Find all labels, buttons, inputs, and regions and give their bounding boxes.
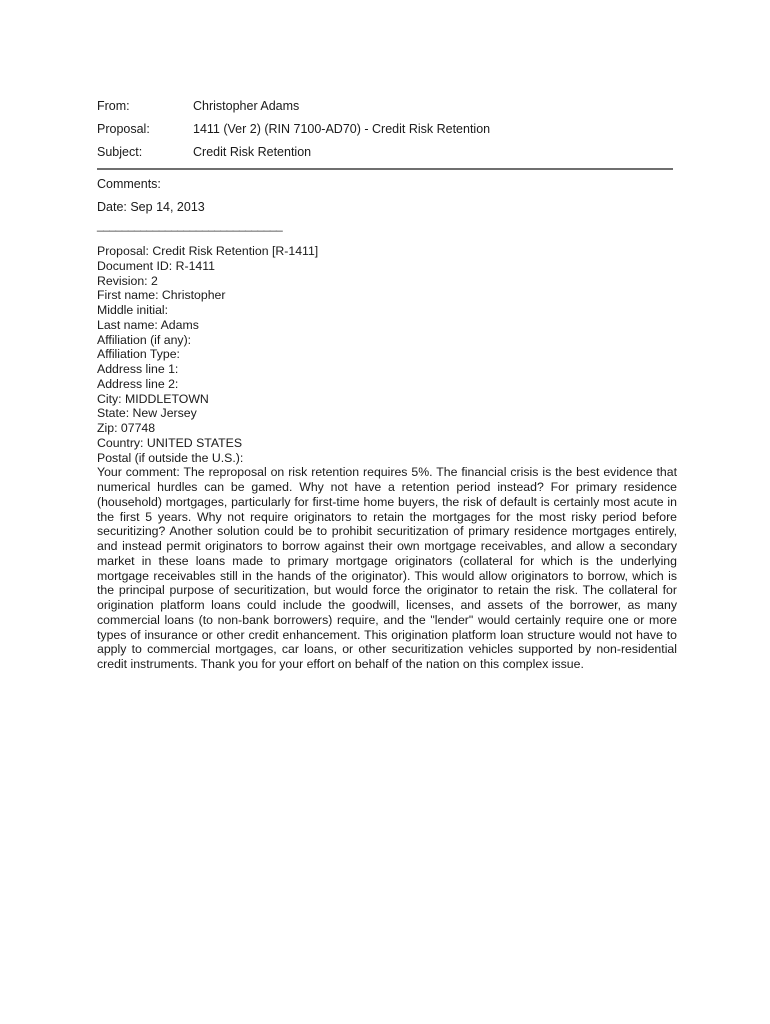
from-value: Christopher Adams (193, 99, 300, 113)
comments-label: Comments: (97, 177, 161, 191)
comment-body (97, 244, 677, 672)
comment-date: Date: Sep 14, 2013 (97, 200, 205, 214)
form-field-line: Address line 1: (97, 362, 179, 376)
header-divider (97, 168, 673, 170)
comment-text: Your comment: The reproposal on risk retention requires 5%. The financial crisis is the best evidence that numerical hurdles can be gamed. Why not have a retention period instead? For primary residence (household) mortgages, particularly for first-time home buyers, the risk of default is certainly most acute in the first 5 years. Why not require originators to retain the mortgages for the most risky period before securitizing? Another solution could be to prohibit securitization of primary residence mortgages entirely, and instead permit originators to borrow against their own mortgage receivables, and allow a secondary market in these loans made to primary mortgage originators (collateral for which is the underlying mortgage receivables still in the hands of the originator). This would allow originators to borrow, which is the principal purpose of securitization, but would force the originator to retain the risk. The collateral for origination platform loans could include the goodwill, licenses, and assets of the borrower, as many commercial loans (to non-bank borrowers) require, and the "lender" would certainly require one or more types of insurance or other credit enhancement. This origination platform loan structure would not have to apply to commercial mortgages, car loans, or other securitization vehicles supported by non-residential credit instruments. Thank you for your effort on behalf of the nation on this complex issue. (97, 465, 677, 671)
form-field-line: Affiliation (if any): (97, 332, 192, 347)
form-fields (97, 244, 677, 465)
email-header (97, 99, 673, 168)
form-field-line: Zip: 07748 (97, 421, 156, 435)
form-field-line: Postal (if outside the U.S.): (97, 450, 244, 465)
form-field-line: Document ID: R-1411 (97, 258, 216, 273)
form-field-line: Last name: Adams (97, 317, 199, 332)
subject-value: Credit Risk Retention (193, 145, 312, 159)
subject-row (97, 145, 673, 168)
form-field-line: City: MIDDLETOWN (97, 391, 209, 406)
form-field-line: State: New Jersey (97, 406, 197, 421)
from-label: From: (97, 99, 130, 113)
form-field-line: Proposal: Credit Risk Retention [R-1411] (97, 244, 319, 258)
form-field-line: Revision: 2 (97, 273, 158, 288)
form-field-line: Middle initial: (97, 303, 169, 317)
proposal-value: 1411 (Ver 2) (RIN 7100-AD70) - Credit Risk Retention (193, 122, 491, 136)
from-row (97, 99, 673, 122)
subject-label: Subject: (97, 145, 143, 159)
separator-line: ______________________________ (97, 218, 283, 232)
form-field-line: Country: UNITED STATES (97, 435, 243, 450)
form-field-line: Address line 2: (97, 376, 179, 391)
proposal-row (97, 122, 673, 145)
form-field-line: Affiliation Type: (97, 347, 180, 362)
proposal-label: Proposal: (97, 122, 150, 136)
form-field-line: First name: Christopher (97, 288, 226, 303)
